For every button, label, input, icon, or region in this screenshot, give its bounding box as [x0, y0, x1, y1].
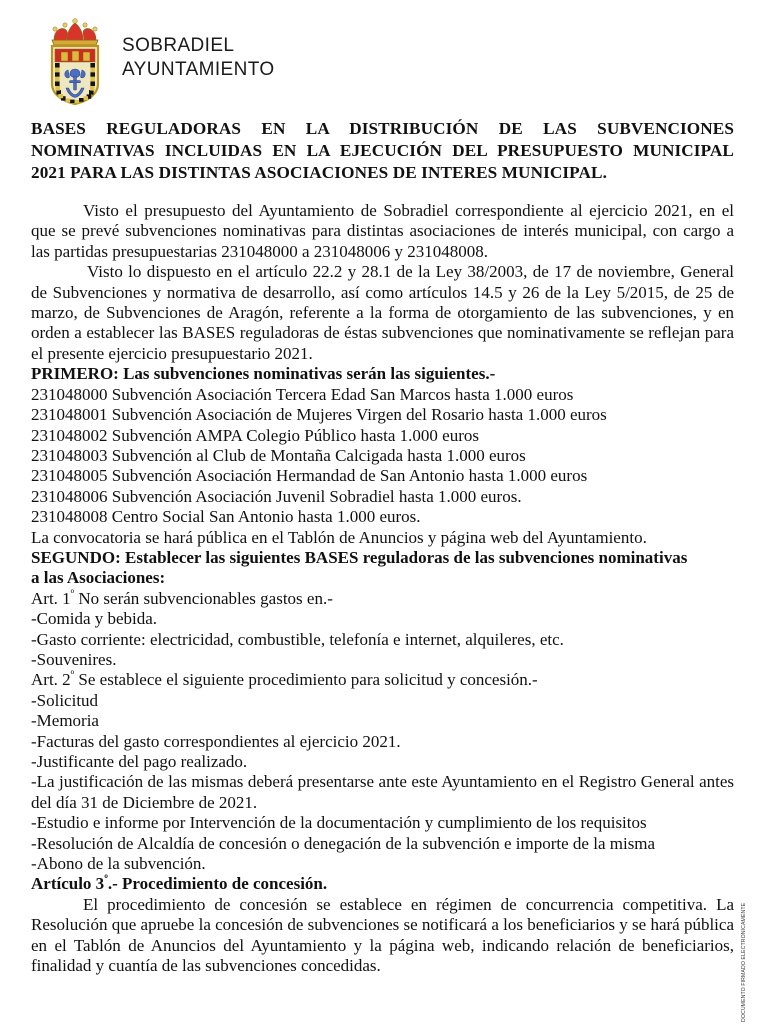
- articulo-3-ordinal: º: [104, 873, 108, 886]
- intro-paragraph-1: Visto el presupuesto del Ayuntamiento de Sobradiel correspondiente al ejercicio 2021, en el que se prevé subvenciones nominativas para distintas asociaciones de interés municipal, con cargo a las partidas presupuestarias 231048000 a 231048006 y 231048008.: [31, 201, 734, 261]
- articulo-2-text: Se establece el siguiente procedimiento para solicitud y concesión.-: [74, 670, 538, 690]
- articulo-3-prefix: Artículo 3: [31, 874, 105, 894]
- page-title: [31, 118, 734, 184]
- articulo-2-justification: -La justificación de las mismas deberá presentarse ante este Ayuntamiento en el Registro General antes del día 31 de Diciembre de 2021.: [31, 772, 734, 812]
- logo-line-ayuntamiento: AYUNTAMIENTO: [122, 59, 275, 80]
- primero-item: 231048008 Centro Social San Antonio hasta 1.000 euros.: [31, 507, 421, 527]
- primero-note: La convocatoria se hará pública en el Tablón de Anuncios y página web del Ayuntamiento.: [31, 527, 647, 547]
- articulo-3-paragraph: El procedimiento de concesión se establece en régimen de concurrencia competitiva. La Resolución que apruebe la concesión de subvenciones se notificará a los beneficiarios y se hará pública en el Tablón de Anuncios del Ayuntamiento y la página web, indicando relación de beneficiarios, finalidad y cuantía de las subvenciones concedidas.: [31, 894, 734, 976]
- intro-paragraph-2: Visto lo dispuesto en el artículo 22.2 y 28.1 de la Ley 38/2003, de 17 de noviembre, General de Subvenciones y normativa de desarrollo, así como artículos 14.5 y 26 de la Ley 5/2015, de 25 de marzo, de Subvenciones de Aragón, referente a la forma de otorgamiento de las subvenciones, y en orden a establecer las BASES reguladoras de éstas subvenciones que nominativamente se reflejan para el presente ejercicio presupuestario 2021.: [31, 262, 734, 363]
- articulo-2-item: -Solicitud: [31, 690, 99, 710]
- primero-item: 231048006 Subvención Asociación Juvenil Sobradiel hasta 1.000 euros.: [31, 486, 522, 506]
- articulo-2-heading: [31, 670, 734, 690]
- segundo-heading-line-2: a las Asociaciones:: [31, 568, 166, 588]
- primero-item: 231048003 Subvención al Club de Montaña Calcigada hasta 1.000 euros: [31, 445, 526, 465]
- articulo-1-ordinal: º: [70, 588, 75, 601]
- articulo-1-prefix: Art. 1: [31, 588, 71, 608]
- articulo-2-item: -Resolución de Alcaldía de concesión o denegación de la subvención e importe de la misma: [31, 833, 656, 853]
- primero-item: 231048005 Subvención Asociación Hermandad de San Antonio hasta 1.000 euros: [31, 466, 588, 486]
- coat-of-arms-icon: [44, 14, 106, 106]
- primero-item: 231048002 Subvención AMPA Colegio Público hasta 1.000 euros: [31, 425, 479, 445]
- primero-item: 231048000 Subvención Asociación Tercera Edad San Marcos hasta 1.000 euros: [31, 384, 574, 404]
- articulo-2-item: -Facturas del gasto correspondientes al ejercicio 2021.: [31, 731, 401, 751]
- title-line-2: NOMINATIVAS INCLUIDAS EN LA EJECUCIÓN DEL PRESUPUESTO MUNICIPAL: [31, 141, 734, 161]
- segundo-heading-line-1: SEGUNDO: Establecer las siguientes BASES reguladoras de las subvenciones nominativas: [31, 547, 688, 567]
- document-header: [44, 14, 275, 106]
- title-line-1: BASES REGULADORAS EN LA DISTRIBUCIÓN DE LAS SUBVENCIONES: [31, 119, 734, 138]
- articulo-2-item: -Memoria: [31, 711, 99, 731]
- articulo-3-text: .- Procedimiento de concesión.: [107, 874, 328, 894]
- primero-item: 231048001 Subvención Asociación de Mujeres Virgen del Rosario hasta 1.000 euros: [31, 405, 607, 425]
- articulo-1-item: -Gasto corriente: electricidad, combustible, telefonía e internet, alquileres, etc.: [31, 629, 564, 649]
- vertical-signature-stamp: [740, 762, 766, 1024]
- articulo-3-heading: [31, 874, 734, 894]
- articulo-2-item: -Estudio e informe por Intervención de la documentación y cumplimiento de los requisitos: [31, 813, 647, 833]
- articulo-1-text: No serán subvencionables gastos en.-: [74, 588, 333, 608]
- articulo-1-heading: [31, 589, 734, 609]
- document-content: [31, 118, 734, 976]
- articulo-2-item: -Abono de la subvención.: [31, 854, 206, 874]
- articulo-1-item: -Comida y bebida.: [31, 609, 158, 629]
- title-line-3: 2021 PARA LAS DISTINTAS ASOCIACIONES DE INTERES MUNICIPAL.: [31, 163, 607, 183]
- articulo-1-item: -Souvenires.: [31, 649, 117, 669]
- logo-line-sobradiel: SOBRADIEL: [122, 34, 235, 56]
- articulo-2-ordinal: º: [70, 669, 75, 682]
- ayuntamiento-wordmark: [122, 34, 275, 87]
- articulo-2-item: -Justificante del pago realizado.: [31, 752, 248, 772]
- vertical-signature-stamp-text: DOCUMENTO FIRMADO ELECTRONICAMENTE: [741, 902, 747, 1022]
- primero-heading: PRIMERO: Las subvenciones nominativas serán las siguientes.-: [31, 364, 496, 384]
- articulo-2-prefix: Art. 2: [31, 670, 71, 690]
